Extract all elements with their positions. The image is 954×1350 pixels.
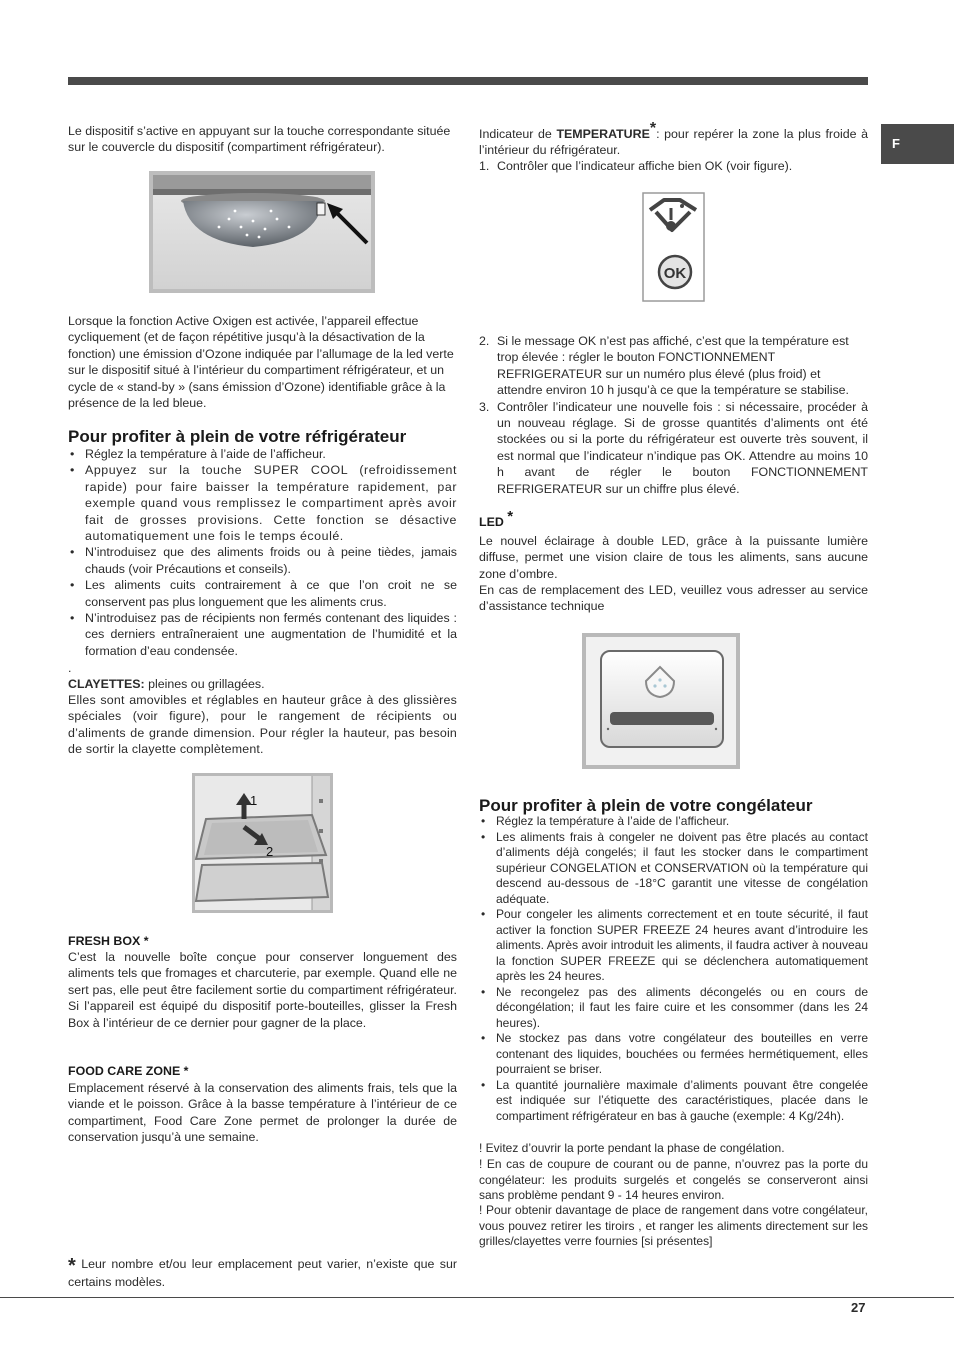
shelf-figure-label-1: 1 — [250, 793, 258, 808]
list-item: • N’introduisez que des aliments froids ou à peine tièdes, jamais chauds (voir Précautions et conseils). — [68, 544, 457, 577]
step-number: 1. — [479, 159, 490, 173]
ozone-paragraph: Lorsque la fonction Active Oxigen est activée, l’appareil effectue cycliquement (et de façon répétitive jusqu’à la désactivation de la fonction) une émission d’Ozone indiquée par l’allumage de la led verte sur le dispositif situé à l’intérieur du compartiment réfrigérateur, et un cycle de « stand-by » (sans émission d’Ozone) identifiable grâce à la présence de la led bleue. — [68, 314, 454, 411]
list-item: • Les aliments frais à congeler ne doivent pas être placés au contact d’aliments déjà congelés; il faut les stocker dans le compartiment supérieur CONGELATION et CONSERVATION où la température qui descend au-dessous de -18°C garantit une vitesse de congélation adéquate. — [479, 830, 868, 908]
led-heading — [479, 507, 868, 530]
list-item — [479, 158, 868, 174]
shelf-figure-label-2: 2 — [266, 844, 274, 859]
header-rule — [68, 77, 868, 85]
clayettes-title — [68, 676, 457, 692]
temperature-prefix: Indicateur de — [479, 127, 557, 141]
temperature-steps-list-a — [479, 158, 868, 174]
footnote-star: * — [68, 1255, 76, 1277]
temperature-suffix: : pour repérer la zone la plus froide à l’intérieur du réfrigérateur. — [479, 127, 869, 158]
led-heading-text: LED — [479, 515, 504, 529]
temperature-steps-list-b — [479, 333, 868, 497]
language-tab-label: F — [892, 136, 900, 151]
fresh-box-paragraph: C’est la nouvelle boîte conçue pour conserver longuement des aliments tels que fromages et charcuterie, par exemple. Quand elle ne sert pas, elle peut être facilement sortie du compartiment réfrigérateur. Si l’appareil est équipé du dispositif porte-bouteilles, glisser la Fresh Box à l’intérieur de ce dernier pour gagner de la place. — [68, 950, 457, 1030]
led-paragraph: Le nouvel éclairage à double LED, grâce à la puissante lumière diffuse, permet une vision claire de tous les aliments, sans aucune zone d’ombre. — [479, 534, 868, 581]
led-lamp-figure — [582, 633, 740, 769]
list-item — [479, 399, 868, 497]
list-item: • Les aliments cuits contrairement à ce que l’on croit ne se conservent pas plus longuement que les aliments crus. — [68, 577, 457, 610]
clayettes-suffix: pleines ou grillagées. — [144, 677, 265, 691]
ok-label: OK — [663, 265, 687, 282]
language-tab — [881, 124, 954, 164]
freezer-warning-1: ! Evitez d’ouvrir la porte pendant la phase de congélation. — [479, 1141, 785, 1155]
list-item: • La quantité journalière maximale d’aliments pouvant être congelée est indiquée sur l’étiquette des caractéristiques, placée dans le compartiment réfrigérateur en bas à gauche (exemple: 4 Kg/24h). — [479, 1078, 868, 1125]
freezer-warning-2: ! En cas de coupure de courant ou de panne, n’ouvrez pas la porte du congélateur: les produits surgelés et congelés se conserveront ainsi sans problème pendant 9 - 14 heures environ. — [479, 1157, 868, 1202]
temperature-keyword: TEMPERATURE — [556, 127, 650, 141]
list-item: • N’introduisez pas de récipients non fermés contenant des liquides : ces derniers entraîneraient une augmentation de l’humidité et la formation d’eau condensée. — [68, 610, 457, 659]
page-number: 27 — [851, 1300, 866, 1315]
shelf-adjustment-figure — [192, 773, 333, 913]
fridge-tips-list — [68, 446, 457, 659]
temperature-star: * — [649, 119, 657, 137]
stray-dot: . — [68, 661, 72, 675]
step-text: Si le message OK n’est pas affiché, c’est que la température est trop élevée : régler le bouton FONCTIONNEMENT REFRIGERATEUR sur un numéro plus élevé (plus froid) et attendre environ 10 h jusqu’à ce que la température se stabilise. — [497, 334, 849, 398]
step-number: 2. — [479, 334, 490, 348]
list-item: • Réglez la température à l’aide de l’afficheur. — [479, 814, 868, 830]
active-oxygen-device-figure — [149, 171, 375, 293]
step-number: 3. — [479, 399, 490, 414]
list-item: • Appuyez sur la touche SUPER COOL (refroidissement rapide) pour faire baisser la température rapidement, par exemple quand vous remplissez le compartiment après avoir fait de grosses provisions. Cette fonction se désactive automatiquement une fois le temps écoulé. — [68, 462, 457, 544]
list-item — [479, 333, 868, 399]
step-text: Contrôler l’indicateur une nouvelle fois : si nécessaire, procéder à un nouveau réglage. Si de grosse quantités d’aliments ont été stockées ou si la porte du réfrigérateur est ouverte très souvent, il est normal que l’indicateur n’indique pas OK. Attendre au moins 10 h avant de régler le bouton FONCTIONNEMENT REFRIGERATEUR sur un chiffre plus élevé. — [497, 399, 868, 496]
list-item: • Pour congeler les aliments correctement et en toute sécurité, il faut activer la fonction SUPER FREEZE 24 heures avant d’introduire les aliments. Après avoir introduit les aliments, il faudra activer à nouveau la fonction SUPER FREEZE qui se déclenchera automatiquement après les 24 heures. — [479, 907, 868, 985]
freezer-warning-3: ! Pour obtenir davantage de place de rangement dans votre congélateur, vous pouvez retirer les tiroirs , et ranger les aliments directement sur les grilles/clayettes verre fournies [si présentes] — [479, 1203, 868, 1248]
fridge-heading: Pour profiter à plein de votre réfrigérateur — [68, 427, 407, 446]
temperature-indicator-figure — [642, 192, 705, 302]
footer-rule — [0, 1297, 954, 1298]
led-paragraph-2: En cas de remplacement des LED, veuillez vous adresser au service d’assistance technique — [479, 583, 868, 614]
freezer-tips-list — [479, 814, 868, 1124]
step-text: Contrôler que l’indicateur affiche bien OK (voir figure). — [497, 159, 793, 173]
clayettes-label: CLAYETTES: — [68, 677, 145, 691]
led-star: * — [507, 507, 514, 525]
freezer-heading: Pour profiter à plein de votre congélateur — [479, 796, 813, 815]
list-item: • Ne recongelez pas des aliments décongelés ou en cours de décongélation; il faut les faire cuire et les consommer (dans les 24 heures). — [479, 985, 868, 1032]
fresh-box-heading: FRESH BOX * — [68, 934, 149, 948]
footnote-text: Leur nombre et/ou leur emplacement peut varier, n’existe que sur certains modèles. — [68, 1257, 457, 1290]
food-care-paragraph: Emplacement réservé à la conservation des aliments frais, tels que la viande et le poisson. Grâce à la basse température à l’intérieur de ce compartiment, Food Care Zone permet de prolonger la durée de conservation jusqu’à une semaine. — [68, 1081, 457, 1145]
clayettes-paragraph: Elles sont amovibles et réglables en hauteur grâce à des glissières spéciales (voir figure), pour le rangement de récipients ou d’aliments de grande dimension. Pour régler la hauteur, pas besoin de sortir la clayette complètement. — [68, 693, 457, 757]
food-care-heading: FOOD CARE ZONE * — [68, 1064, 189, 1078]
list-item: • Ne stockez pas dans votre congélateur des bouteilles en verre contenant des liquides, bouchées ou fermées hermétiquement, elles pourraient se briser. — [479, 1031, 868, 1078]
footnote — [68, 1256, 457, 1291]
list-item: • Réglez la température à l’aide de l’afficheur. — [68, 446, 457, 462]
temperature-indicator-paragraph — [479, 119, 869, 159]
intro-paragraph: Le dispositif s’active en appuyant sur la touche correspondante située sur le couvercle du dispositif (compartiment réfrigérateur). — [68, 124, 451, 155]
